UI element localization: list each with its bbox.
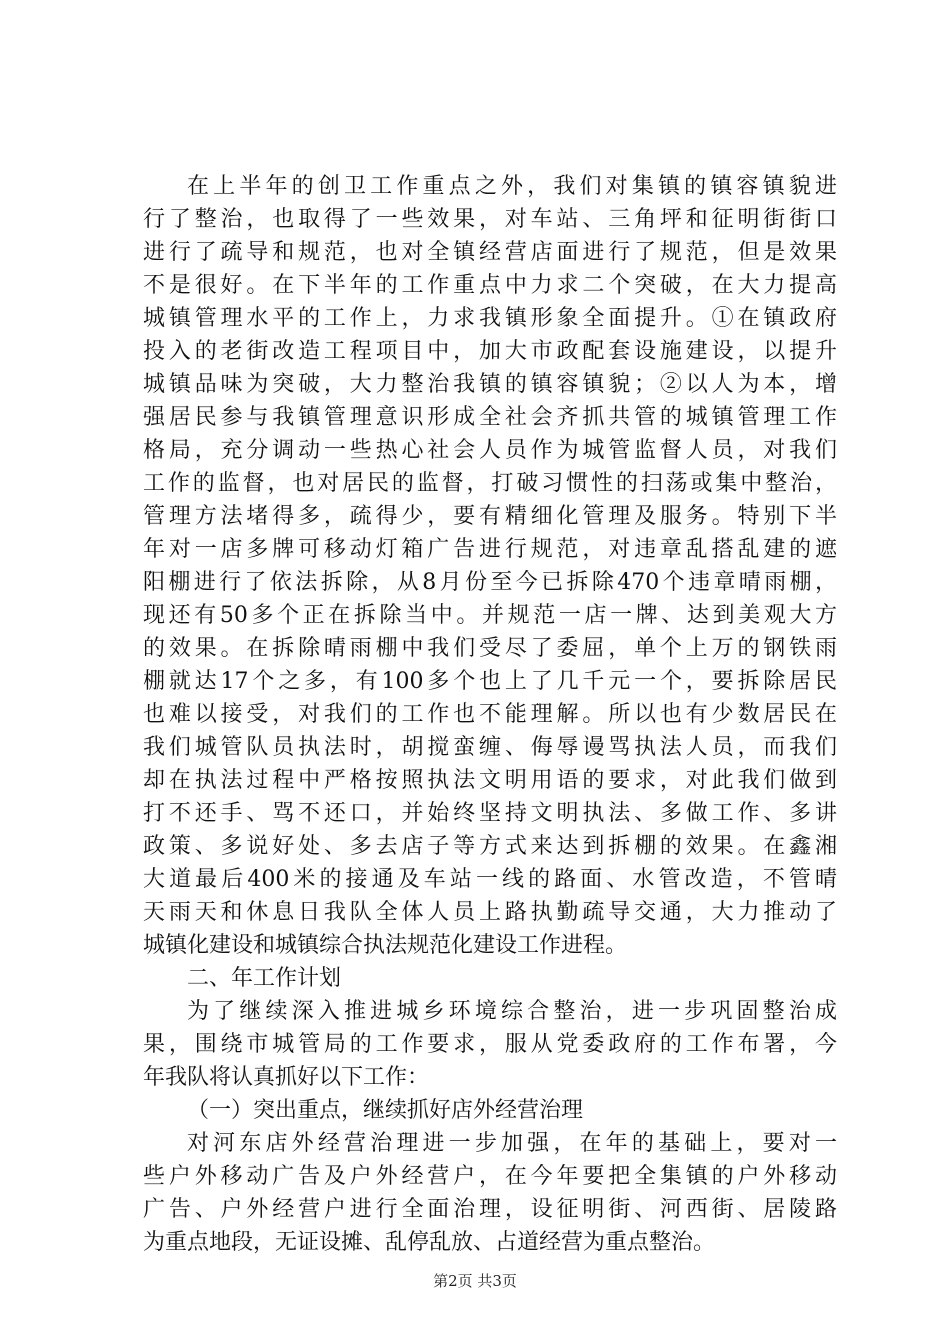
paragraph-line: 强居民参与我镇管理意识形成全社会齐抓共管的城镇管理工作	[143, 405, 837, 430]
paragraph-line: 城镇品味为突破，大力整治我镇的镇容镇貌；②以人为本，增	[143, 372, 837, 397]
paragraph-line: 政策、多说好处、多去店子等方式来达到拆棚的效果。在鑫湘	[143, 834, 837, 859]
paragraph-line: 我们城管队员执法时，胡搅蛮缠、侮辱谩骂执法人员，而我们	[143, 735, 837, 760]
paragraph-line: 现还有50多个正在拆除当中。并规范一店一牌、达到美观大方	[143, 603, 837, 628]
paragraph-line: 打不还手、骂不还口，并始终坚持文明执法、多做工作、多讲	[143, 801, 837, 826]
paragraph-line: 年我队将认真抓好以下工作：	[143, 1065, 430, 1090]
paragraph-line: 为重点地段，无证设摊、乱停乱放、占道经营为重点整治。	[143, 1230, 716, 1255]
paragraph-line: 在上半年的创卫工作重点之外，我们对集镇的镇容镇貌进	[187, 174, 837, 199]
document-body	[143, 170, 837, 1259]
paragraph-line: 工作的监督，也对居民的监督，打破习惯性的扫荡或集中整治，	[143, 471, 837, 496]
paragraph-line: 投入的老街改造工程项目中，加大市政配套设施建设，以提升	[143, 339, 837, 364]
paragraph-line: 管理方法堵得多，疏得少，要有精细化管理及服务。特别下半	[143, 504, 837, 529]
paragraph-line: 进行了疏导和规范，也对全镇经营店面进行了规范，但是效果	[143, 240, 837, 265]
paragraph-line: 城镇化建设和城镇综合执法规范化建设工作进程。	[143, 933, 628, 958]
paragraph-line: 城镇管理水平的工作上，力求我镇形象全面提升。①在镇政府	[143, 306, 837, 331]
paragraph-line: 年对一店多牌可移动灯箱广告进行规范，对违章乱搭乱建的遮	[143, 537, 837, 562]
paragraph-line: 不是很好。在下半年的工作重点中力求二个突破，在大力提高	[143, 273, 837, 298]
page-number-footer: 第2页 共3页	[433, 1272, 517, 1290]
paragraph-line: 也难以接受，对我们的工作也不能理解。所以也有少数居民在	[143, 702, 837, 727]
paragraph-line: 为了继续深入推进城乡环境综合整治，进一步巩固整治成	[187, 999, 837, 1024]
section-heading: 二、年工作计划	[187, 966, 342, 991]
paragraph-line: 些户外移动广告及户外经营户，在今年要把全集镇的户外移动	[143, 1164, 837, 1189]
paragraph-line: 阳棚进行了依法拆除，从8月份至今已拆除470个违章晴雨棚，	[143, 570, 837, 595]
paragraph-line: 格局，充分调动一些热心社会人员作为城管监督人员，对我们	[143, 438, 837, 463]
paragraph-line: 果，围绕市城管局的工作要求，服从党委政府的工作布署，今	[143, 1032, 837, 1057]
paragraph-line: 大道最后400米的接通及车站一线的路面、水管改造，不管晴	[143, 867, 837, 892]
paragraph-line: 棚就达17个之多，有100多个也上了几千元一个，要拆除居民	[143, 669, 837, 694]
subsection-heading: （一）突出重点，继续抓好店外经营治理	[187, 1098, 584, 1123]
paragraph-line: 广告、户外经营户进行全面治理，设征明街、河西街、居陵路	[143, 1197, 837, 1222]
paragraph-line: 行了整治，也取得了一些效果，对车站、三角坪和征明街街口	[143, 207, 837, 232]
paragraph-line: 却在执法过程中严格按照执法文明用语的要求，对此我们做到	[143, 768, 837, 793]
paragraph-line: 天雨天和休息日我队全体人员上路执勤疏导交通，大力推动了	[143, 900, 837, 925]
paragraph-line: 对河东店外经营治理进一步加强，在年的基础上，要对一	[187, 1131, 837, 1156]
paragraph-line: 的效果。在拆除晴雨棚中我们受尽了委屈，单个上万的钢铁雨	[143, 636, 837, 661]
